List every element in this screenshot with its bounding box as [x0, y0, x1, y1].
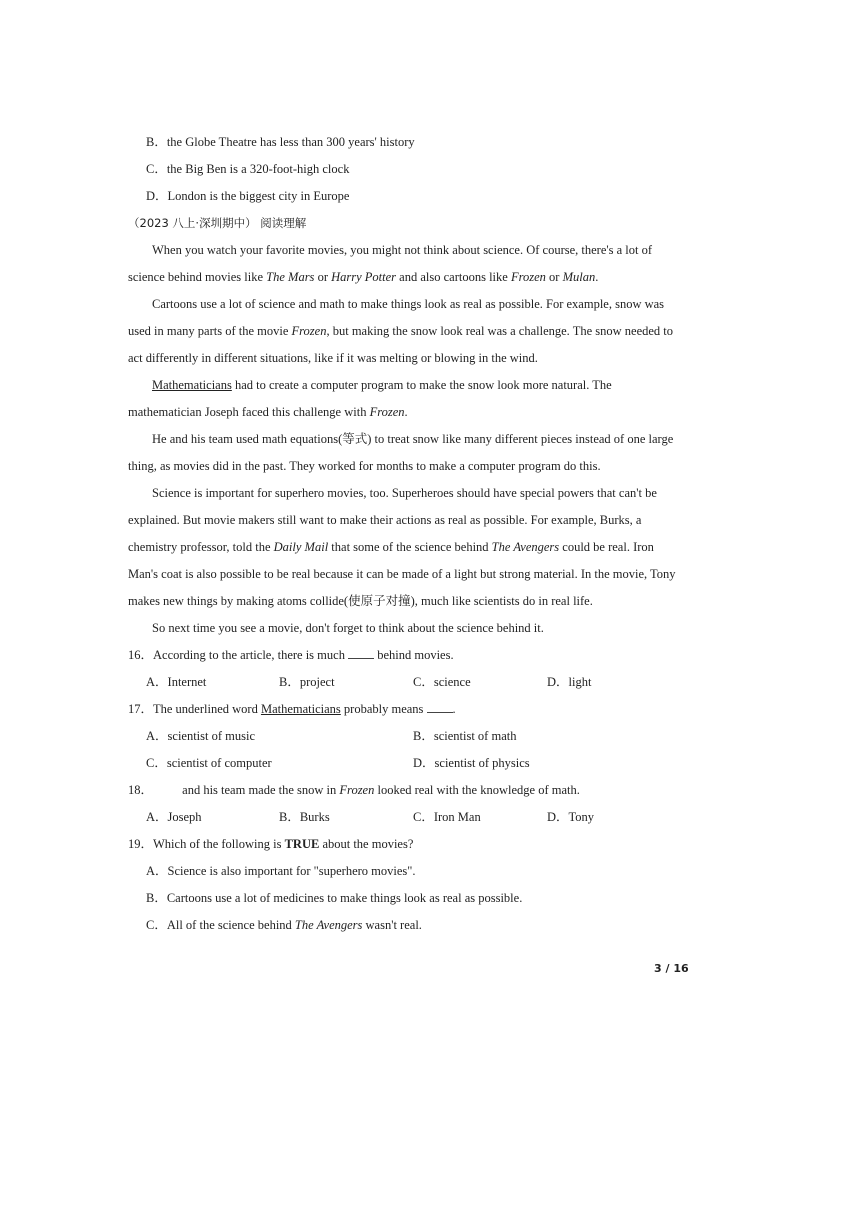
q18-option-D[interactable]: D．Tony	[547, 810, 595, 824]
option-text: wasn't real.	[362, 918, 422, 932]
text: , but making the snow look real was a challenge. The snow needed to	[326, 324, 674, 338]
passage-p4-line1: He and his team used math equations(等式) to treat snow like many different pieces instead of one large	[152, 432, 674, 446]
q17-option-C[interactable]: C．scientist of computer	[146, 756, 272, 770]
source-tag: （2023 八上·深圳期中） 阅读理解	[128, 216, 307, 230]
title-frozen: Frozen	[369, 405, 405, 419]
text: had to create a computer program to make the snow look more natural. The	[231, 378, 612, 392]
q19-option-B[interactable]: B．Cartoons use a lot of medicines to make things look as real as possible.	[146, 891, 523, 905]
title-frozen: Frozen	[339, 783, 375, 797]
q16-option-B[interactable]: B．project	[279, 675, 335, 689]
passage-p1-line1: When you watch your favorite movies, you might not think about science. Of course, there's a lot of	[152, 243, 653, 257]
passage-p1-line2	[128, 269, 688, 285]
title-the-avengers: The Avengers	[491, 540, 560, 554]
q17-option-D[interactable]: D．scientist of physics	[413, 756, 530, 770]
question-text: probably means	[340, 702, 427, 716]
passage-p2-line2	[128, 323, 688, 339]
passage-p3-line1	[152, 377, 712, 393]
passage-p6: So next time you see a movie, don't forget to think about the science behind it.	[152, 621, 544, 635]
q18-option-A[interactable]: A．Joseph	[146, 810, 202, 824]
q16-option-C[interactable]: C．science	[413, 675, 471, 689]
page-number: 3 / 16	[654, 962, 689, 975]
option-text: C．All of the science behind	[146, 918, 295, 932]
text: science behind movies like	[128, 270, 267, 284]
underlined-word: Mathematicians	[260, 702, 341, 716]
q16-option-D[interactable]: D．light	[547, 675, 592, 689]
title-harry-potter: Harry Potter	[331, 270, 397, 284]
title-frozen: Frozen	[291, 324, 327, 338]
question-number: 18．	[128, 783, 154, 797]
title-the-avengers: The Avengers	[294, 918, 363, 932]
option-C-prev: C．the Big Ben is a 320-foot-high clock	[146, 162, 350, 176]
title-daily-mail: Daily Mail	[273, 540, 329, 554]
title-mulan: Mulan	[562, 270, 596, 284]
answer-blank	[427, 701, 453, 713]
question-18	[128, 782, 688, 798]
question-text: behind movies.	[374, 648, 454, 662]
passage-p2-line3: act differently in different situations, like if it was melting or blowing in the wind.	[128, 351, 538, 365]
text: .	[404, 405, 408, 419]
answer-blank	[348, 647, 374, 659]
text: or	[545, 270, 563, 284]
passage-p5-line3	[128, 539, 688, 555]
passage-p4-line2: thing, as movies did in the past. They worked for months to make a computer program do this.	[128, 459, 601, 473]
passage-p5-line1: Science is important for superhero movies, too. Superheroes should have special powers that can't be	[152, 486, 657, 500]
title-the-mars: The Mars	[266, 270, 315, 284]
question-text: 17．The underlined word	[128, 702, 261, 716]
question-text: looked real with the knowledge of math.	[374, 783, 580, 797]
text: and also cartoons like	[396, 270, 511, 284]
text: that some of the science behind	[328, 540, 492, 554]
q18-option-B[interactable]: B．Burks	[279, 810, 330, 824]
q17-option-A[interactable]: A．scientist of music	[146, 729, 256, 743]
passage-p5-line5: makes new things by making atoms collide(使原子对撞), much like scientists do in real life.	[128, 594, 593, 608]
text: used in many parts of the movie	[128, 324, 292, 338]
question-text: 16．According to the article, there is much	[128, 648, 349, 662]
question-19	[128, 836, 688, 852]
question-17	[128, 701, 688, 717]
passage-p5-line4: Man's coat is also possible to be real because it can be made of a light but strong material. In the movie, Tony	[128, 567, 676, 581]
passage-p5-line2: explained. But movie makers still want to make their actions as real as possible. For example, Burks, a	[128, 513, 642, 527]
passage-p2-line1: Cartoons use a lot of science and math to make things look as real as possible. For example, snow was	[152, 297, 665, 311]
q19-option-C[interactable]	[146, 917, 422, 933]
q16-option-A[interactable]: A．Internet	[146, 675, 207, 689]
q19-option-A[interactable]: A．Science is also important for "superhero movies".	[146, 864, 416, 878]
text: .	[595, 270, 599, 284]
option-D-prev: D．London is the biggest city in Europe	[146, 189, 350, 203]
text: mathematician Joseph faced this challenge with	[128, 405, 370, 419]
q18-option-C[interactable]: C．Iron Man	[413, 810, 481, 824]
q17-option-B[interactable]: B．scientist of math	[413, 729, 517, 743]
underlined-word: Mathematicians	[152, 378, 232, 392]
passage-p3-line2	[128, 404, 688, 420]
emphasis-true: TRUE	[284, 837, 320, 851]
text: or	[314, 270, 332, 284]
question-text: and his team made the snow in	[179, 783, 340, 797]
title-frozen: Frozen	[510, 270, 546, 284]
option-B-prev: B．the Globe Theatre has less than 300 years' history	[146, 135, 415, 149]
question-16	[128, 647, 688, 663]
question-text: .	[452, 702, 456, 716]
question-text: 19．Which of the following is	[128, 837, 285, 851]
question-text: about the movies?	[319, 837, 414, 851]
text: chemistry professor, told the	[128, 540, 274, 554]
text: could be real. Iron	[559, 540, 654, 554]
